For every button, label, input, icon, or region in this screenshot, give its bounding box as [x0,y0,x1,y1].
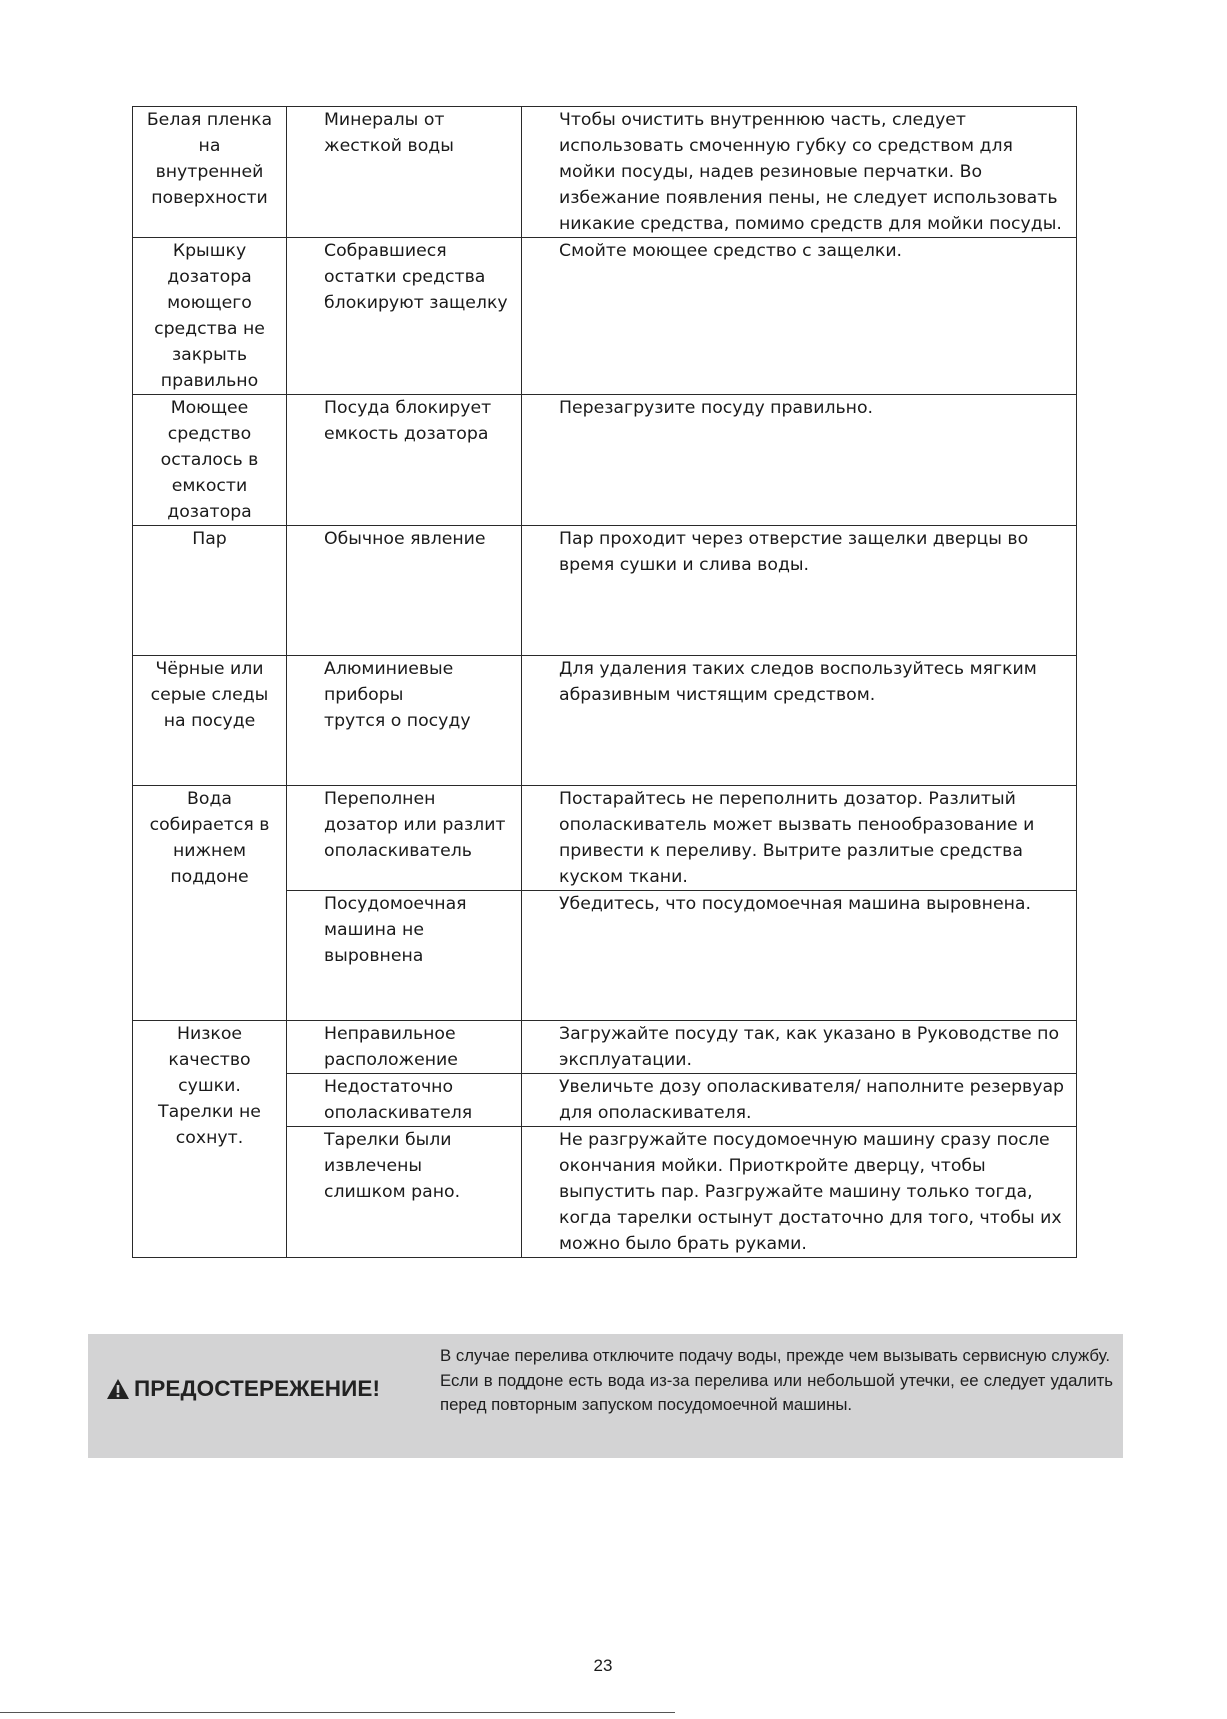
solution-line: выпустить пар. Разгружайте машину только тогда, [559,1182,1033,1202]
solution-cell [522,1021,1077,1074]
solution-line: Увеличьте дозу ополаскивателя/ наполните резервуар [559,1077,1065,1097]
problem-cell [133,395,287,526]
problem-line: емкости [171,476,248,496]
table-row [133,656,1077,786]
cause-line: ополаскиватель [324,841,472,861]
solution-line: абразивным чистящим средством. [559,685,876,705]
problem-line: Крышку [172,241,247,261]
cause-cell [287,1074,522,1127]
page-number: 23 [593,1656,613,1675]
solution-line: ополаскиватель может вызвать пенообразование и [559,815,1035,835]
problem-line: Белая пленка [146,110,273,130]
cause-line: Алюминиевые [324,659,454,679]
cause-line: Тарелки были [324,1130,452,1150]
cause-cell [287,107,522,238]
problem-cell [133,238,287,395]
cause-line: Переполнен [324,789,436,809]
solution-line: Загружайте посуду так, как указано в Руководстве по [559,1024,1060,1044]
cause-line: дозатор или разлит [324,815,506,835]
cause-line: извлечены [324,1156,423,1176]
table-row [133,395,1077,526]
warning-box [88,1334,1123,1458]
cause-cell [287,395,522,526]
solution-line: привести к переливу. Вытрите разлитые средства [559,841,1023,861]
solution-line: для ополаскивателя. [559,1103,752,1123]
problem-line: осталось в [160,450,259,470]
problem-line: закрыть [171,345,248,365]
solution-line: мойки посуды, надев резиновые перчатки. Во [559,162,983,182]
solution-cell [522,656,1077,786]
warning-title [106,1376,380,1402]
cause-line: слишком рано. [324,1182,461,1202]
solution-line: Пар проходит через отверстие защелки дверцы во [559,529,1029,549]
problem-line: на [198,136,221,156]
problem-line: серые следы [150,685,269,705]
solution-cell [522,1127,1077,1258]
solution-line: когда тарелки остынут достаточно для того, чтобы их [559,1208,1062,1228]
cause-cell [287,891,522,1021]
cause-line: приборы [324,685,404,705]
cause-line: Минералы от [324,110,445,130]
cause-cell [287,1021,522,1074]
problem-line: на посуде [163,711,256,731]
cause-cell [287,1127,522,1258]
solution-line: Постарайтесь не переполнить дозатор. Разлитый [559,789,1016,809]
cause-line: емкость дозатора [324,424,489,444]
cause-line: Посуда блокирует [324,398,492,418]
cause-line: жесткой воды [324,136,454,156]
warning-triangle-icon [106,1378,130,1400]
problem-line: Низкое [176,1024,243,1044]
solution-line: Чтобы очистить внутреннюю часть, следует [559,110,966,130]
cause-line: расположение [324,1050,458,1070]
problem-line: правильно [160,371,259,391]
solution-line: эксплуатации. [559,1050,692,1070]
problem-line: поверхности [151,188,268,208]
solution-line: окончания мойки. Приоткройте дверцу, чтобы [559,1156,986,1176]
solution-cell [522,238,1077,395]
cause-line: Посудомоечная [324,894,467,914]
table-row [133,1021,1077,1074]
problem-cell [133,107,287,238]
cause-cell [287,526,522,656]
warning-paragraph-2: Если в поддоне есть вода из-за перелива или небольшой утечки, ее следует удалить перед повторным запуском посудомоечной машины. [440,1370,1113,1414]
cause-line: Недостаточно [324,1077,454,1097]
cause-line: Собравшиеся [324,241,447,261]
cause-line: остатки средства [324,267,486,287]
cause-line: блокируют защелку [324,293,508,313]
problem-line: Чёрные или [155,659,264,679]
cause-line: ополаскивателя [324,1103,473,1123]
problem-line: дозатора [167,267,252,287]
troubleshooting-table-body [133,107,1077,1258]
table-row [133,238,1077,395]
solution-line: куском ткани. [559,867,688,887]
problem-cell [133,656,287,786]
problem-line: сушки. [178,1076,241,1096]
solution-cell [522,786,1077,891]
problem-cell [133,526,287,656]
cause-line: выровнена [324,946,424,966]
problem-line: средства не [154,319,265,339]
solution-cell [522,891,1077,1021]
problem-line: Тарелки не [158,1102,261,1122]
problem-line: дозатора [167,502,252,522]
cause-line: Обычное явление [324,529,486,549]
warning-paragraph-1: В случае перелива отключите подачу воды, прежде чем вызывать сервисную службу. [440,1346,1110,1365]
solution-line: Смойте моющее средство с защелки. [559,241,903,261]
footer-rule [0,1712,675,1713]
problem-line: внутренней [155,162,264,182]
problem-cell [133,1021,287,1258]
solution-line: Перезагрузите посуду правильно. [559,398,874,418]
table-row [133,526,1077,656]
warning-title-text: ПРЕДОСТЕРЕЖЕНИЕ! [134,1376,381,1401]
problem-line: средство [167,424,252,444]
solution-cell [522,526,1077,656]
solution-cell [522,107,1077,238]
solution-line: Не разгружайте посудомоечную машину сразу после [559,1130,1050,1150]
problem-line: моющего [167,293,252,313]
cause-cell [287,238,522,395]
solution-line: использовать смоченную губку со средством для [559,136,1013,156]
problem-line: Вода [187,789,232,809]
solution-line: Убедитесь, что посудомоечная машина выровнена. [559,894,1031,914]
troubleshooting-table [132,106,1077,1258]
cause-line: трутся о посуду [324,711,471,731]
problem-line: поддоне [170,867,249,887]
table-row [133,786,1077,891]
cause-line: Неправильное [324,1024,456,1044]
solution-line: можно было брать руками. [559,1234,807,1254]
table-row [133,107,1077,238]
problem-line: качество [168,1050,251,1070]
problem-line: Моющее [170,398,249,418]
solution-line: никакие средства, помимо средств для мойки посуды. [559,214,1062,234]
solution-line: Для удаления таких следов воспользуйтесь мягким [559,659,1037,679]
problem-line: нижнем [172,841,247,861]
solution-cell [522,1074,1077,1127]
problem-cell [133,786,287,1021]
cause-line: машина не [324,920,424,940]
cause-cell [287,656,522,786]
solution-line: время сушки и слива воды. [559,555,810,575]
problem-line: собирается в [149,815,270,835]
solution-line: избежание появления пены, не следует использовать [559,188,1058,208]
warning-text [440,1344,1113,1418]
cause-cell [287,786,522,891]
problem-line: Пар [192,529,227,549]
problem-line: сохнут. [175,1128,244,1148]
solution-cell [522,395,1077,526]
